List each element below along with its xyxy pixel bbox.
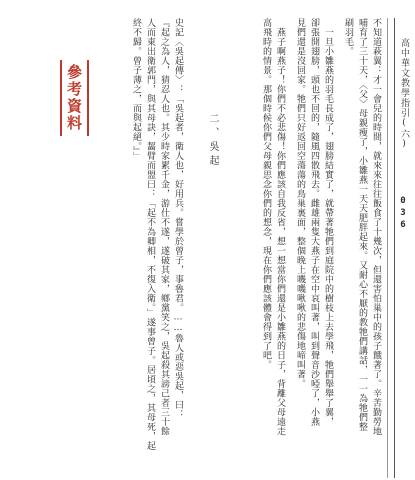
reference-line: 人而東出衛郭門，與其母訣，齧臂而盟曰：「起不為卿相，不復入衛。」遂事曾子。居頃之，其母死，起 <box>145 18 155 451</box>
reference-label: 參考資料 <box>60 60 89 136</box>
reference-line: 史記〈吳起傳〉：「吳起者，衛人也，好用兵。嘗學於曾子，事魯君。……魯人或惡吳起，曰： <box>173 18 183 419</box>
body-line: 卻張開翅膀，頭也不回的，隨風四散飛去。雌雄兩隻大燕子在空中哀叫著，叫到聲音沙啞了，小燕 <box>309 18 319 427</box>
margin-rule-inner <box>387 18 388 478</box>
book-title: 高中華文教學指引(六) <box>399 38 409 150</box>
body-line: 哺育了三十天，〈父〉母親瘦了，小雛燕一天天肥胖起來。又耐心不厭的教牠們講話，一一為牠們整 <box>357 18 367 432</box>
page <box>22 18 409 462</box>
reference-line: 『起之為人，猜忍人也。其少時家累千金，游仕不遂，遂破其家，鄉黨笑之，吳起殺其謗己者三十餘 <box>159 18 169 436</box>
body-line: 高飛時的情景。那個時候你們父母親思念你們的想念，現在你們應該體會得到了吧。 <box>261 18 271 370</box>
reference-line: 終不歸。曾子薄之，而與起絕。』」 <box>131 18 141 161</box>
page-number: 036 <box>398 196 408 232</box>
section-heading: 二、吳起 <box>207 113 218 169</box>
body-line: 一旦小雛燕的羽毛長成了，翅膀結實了，就帶著牠們到庭院中的樹枝上去學飛，牠們舉舉了翼， <box>323 18 333 427</box>
body-line: 見們還是沒回家。牠們只好返回空蕩蕩的鳥巢裏面，整個晚上嘰嘰啾啾的悲傷地啼叫著。 <box>295 18 305 389</box>
body-line: 燕子啊燕子！你們不必悲傷！你們應該自我反省，想一想當你們還是小雛燕的日子，背離父母遠走 <box>275 18 285 436</box>
body-line: 刷羽毛。 <box>343 18 353 56</box>
body-line: 不知道萩翼：才一會兒的時間，就來來往往飯食了十幾次，但還害怕巢中的孩子餓著了。辛苦勤勞地 <box>371 18 381 436</box>
margin-rule <box>394 18 395 478</box>
